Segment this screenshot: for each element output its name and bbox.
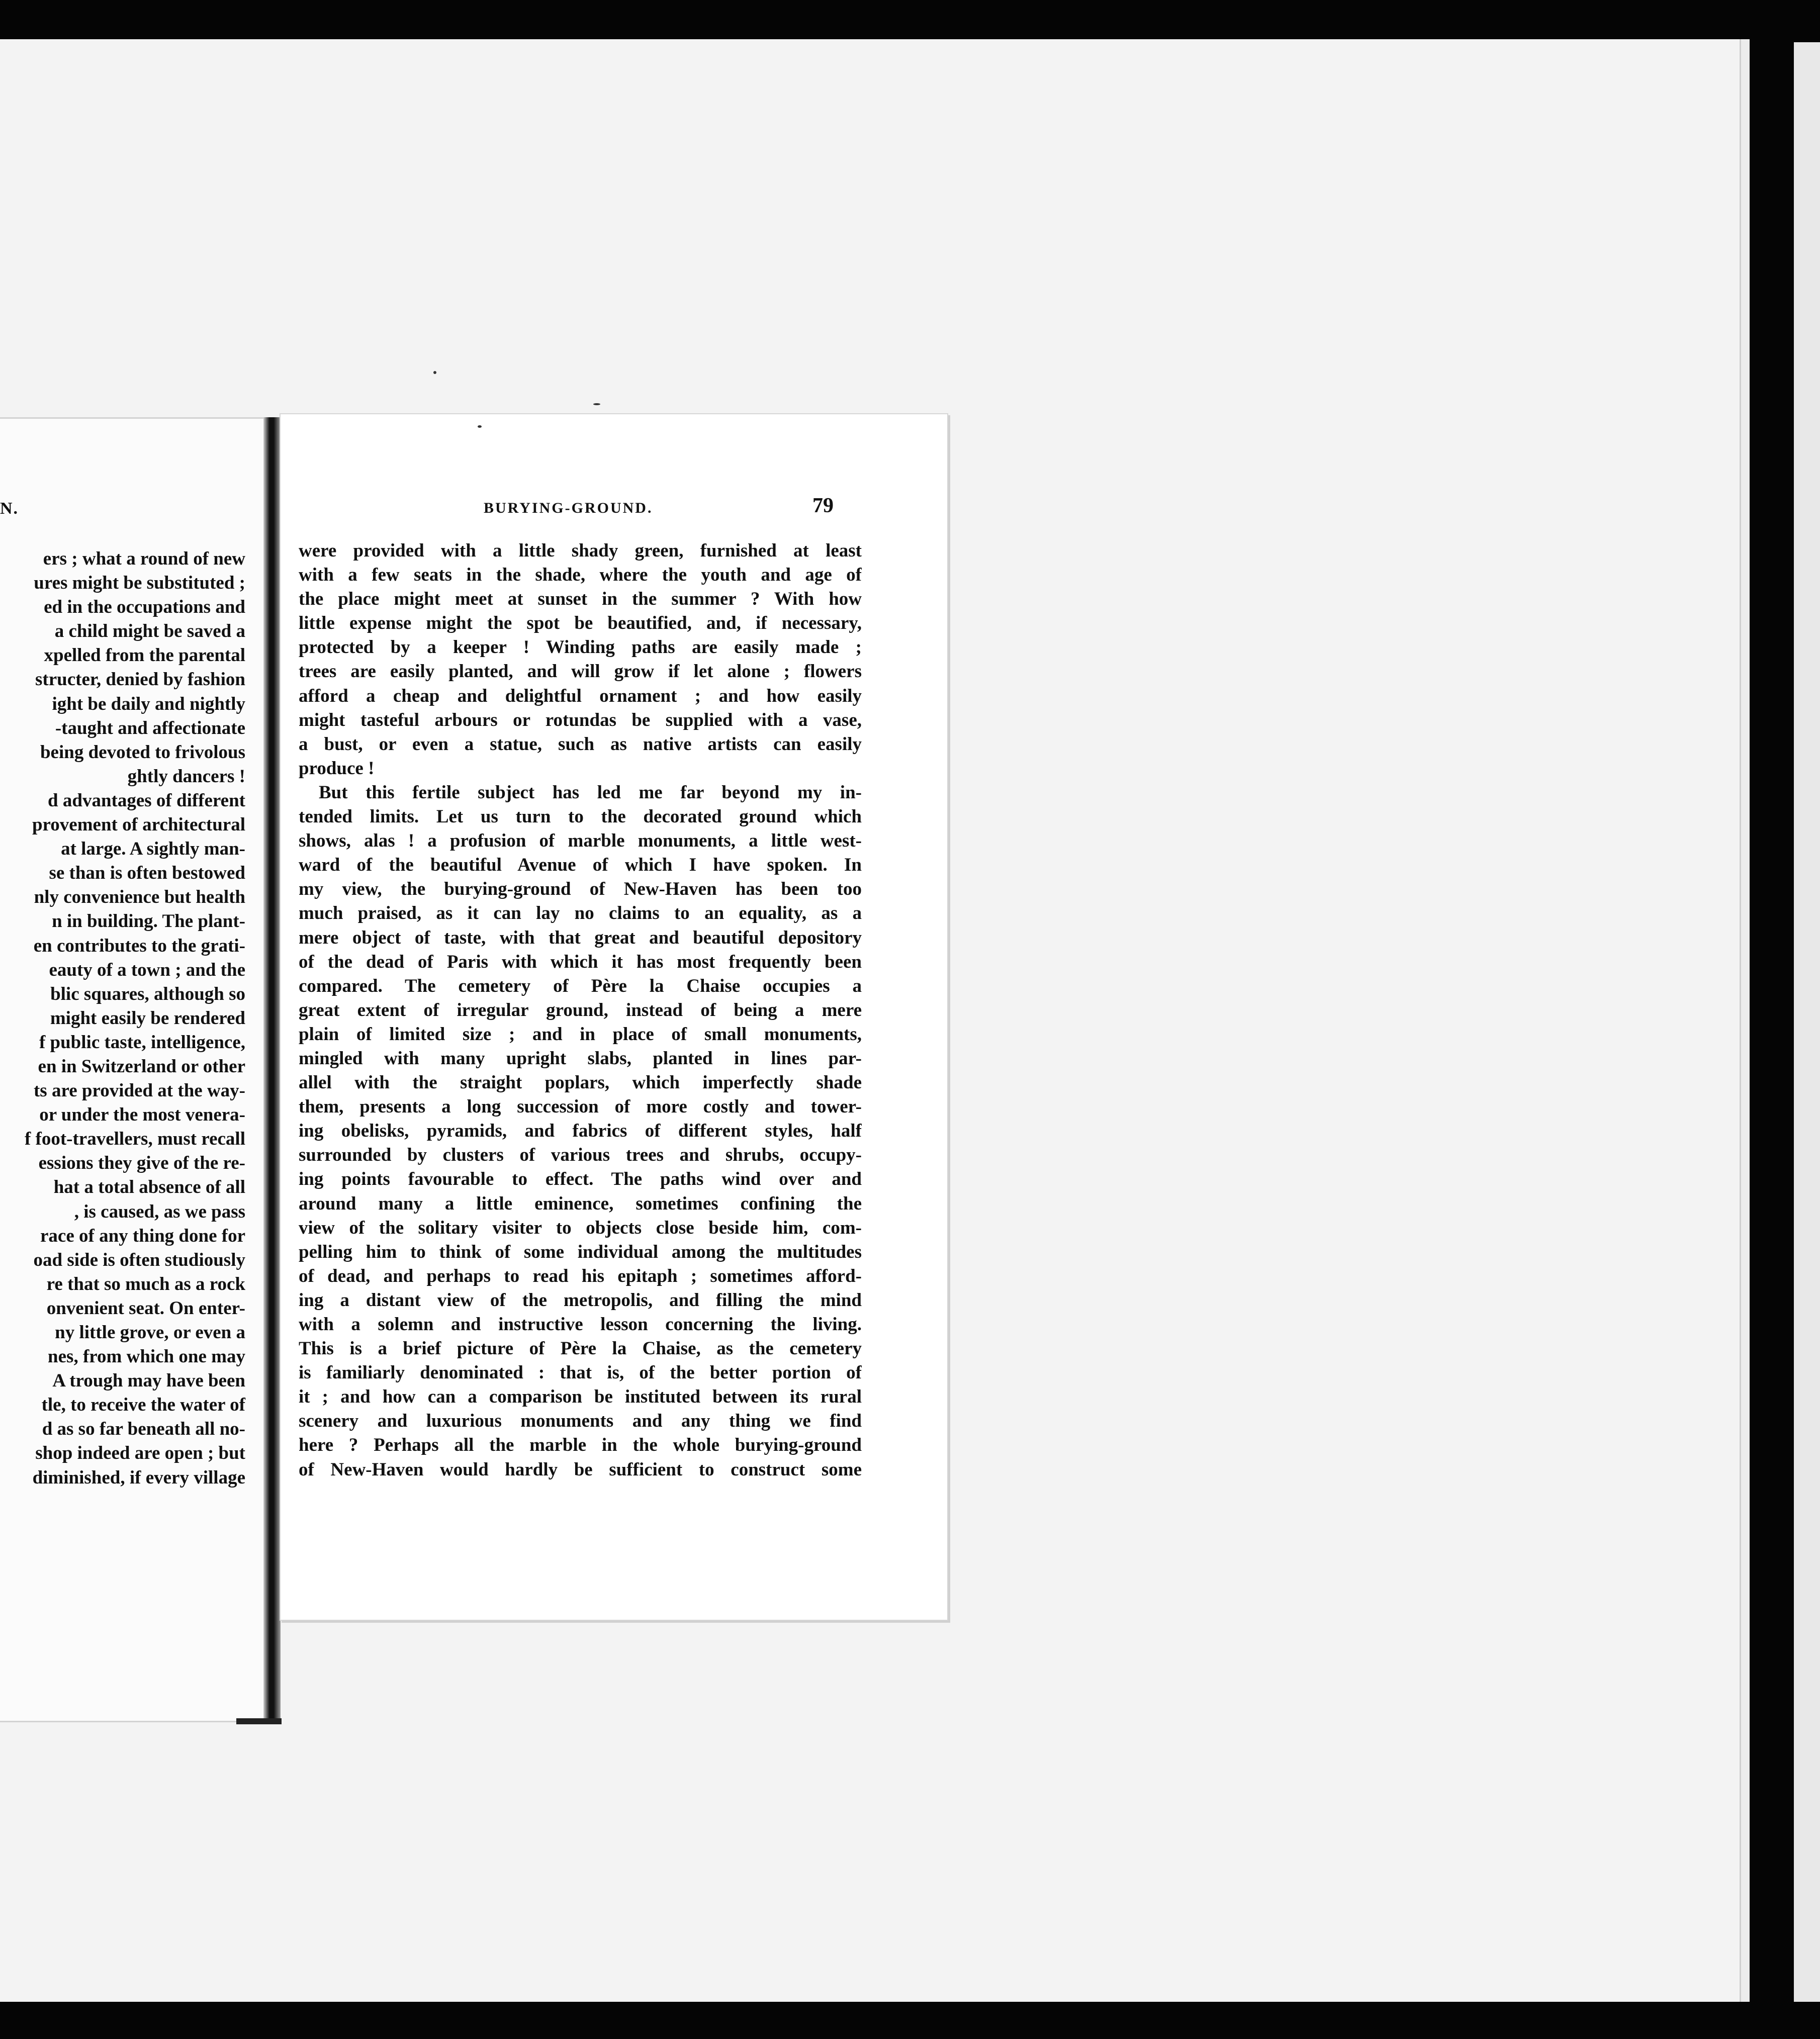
left-text-line: ny little grove, or even a <box>55 1322 245 1343</box>
text-line: mingled with many upright slabs, planted in lines par- <box>299 1048 862 1069</box>
left-text-line: re that so much as a rock <box>46 1273 245 1294</box>
text-line: were provided with a little shady green, furnished at least <box>299 540 862 561</box>
left-text-line: en contributes to the grati- <box>33 935 245 956</box>
text-line: view of the solitary visiter to objects close beside him, com- <box>299 1217 862 1238</box>
text-line: mere object of taste, with that great and beautiful depository <box>299 927 862 948</box>
text-line: with a few seats in the shade, where the youth and age of <box>299 565 862 586</box>
text-line: ing obelisks, pyramids, and fabrics of different styles, half <box>299 1121 862 1142</box>
text-line: here ? Perhaps all the marble in the whole burying-ground <box>299 1435 862 1456</box>
scan-border-top <box>0 0 1820 39</box>
left-text-line: eauty of a town ; and the <box>49 959 245 980</box>
text-line: a bust, or even a statue, such as native artists can easily <box>299 733 862 755</box>
text-line: great extent of irregular ground, instead of being a mere <box>299 999 862 1021</box>
text-line: ing a distant view of the metropolis, and filling the mind <box>299 1289 862 1311</box>
text-line: produce ! <box>299 758 375 779</box>
left-text-line: ight be daily and nightly <box>52 693 245 714</box>
left-text-line: oad side is often studiously <box>33 1249 245 1270</box>
text-line: surrounded by clusters of various trees and shrubs, occupy- <box>299 1145 862 1166</box>
left-text-line: ed in the occupations and <box>44 597 245 618</box>
text-line: ward of the beautiful Avenue of which I have spoken. In <box>299 855 862 876</box>
text-line: trees are easily planted, and will grow if let alone ; flowers <box>299 661 862 682</box>
text-line: allel with the straight poplars, which imperfectly shade <box>299 1072 862 1093</box>
scan-speck <box>593 403 600 405</box>
left-text-line: onvenient seat. On enter- <box>46 1297 245 1319</box>
text-line: with a solemn and instructive lesson concerning the living. <box>299 1314 862 1335</box>
left-text-line: might easily be rendered <box>50 1007 245 1029</box>
text-line: scenery and luxurious monuments and any thing we find <box>299 1411 862 1432</box>
left-page <box>0 417 271 1722</box>
left-text-line: d advantages of different <box>48 790 245 811</box>
text-line: them, presents a long succession of more costly and tower- <box>299 1096 862 1118</box>
text-line: But this fertile subject has led me far beyond my in- <box>319 782 862 803</box>
book-gutter <box>263 417 281 1723</box>
left-text-line: d as so far beneath all no- <box>42 1419 245 1440</box>
left-text-line: or under the most venera- <box>39 1104 245 1126</box>
left-text-line: nes, from which one may <box>48 1346 245 1367</box>
text-line: my view, the burying-ground of New-Haven has been too <box>299 879 862 900</box>
text-line: tended limits. Let us turn to the decorated ground which <box>299 806 862 827</box>
scan-speck <box>478 425 482 428</box>
left-text-line: race of any thing done for <box>40 1225 245 1246</box>
page-number: 79 <box>812 494 834 517</box>
left-text-line: a child might be saved a <box>54 621 245 642</box>
left-text-line: n in building. The plant- <box>52 911 245 932</box>
left-text-line: hat a total absence of all <box>53 1177 245 1198</box>
left-text-line: f foot-travellers, must recall <box>24 1129 245 1150</box>
left-text-line: xpelled from the parental <box>44 645 245 666</box>
text-line: little expense might the spot be beautified, and, if necessary, <box>299 613 862 634</box>
text-line: much praised, as it can lay no claims to an equality, as a <box>299 903 862 924</box>
left-page-text <box>25 547 245 1490</box>
left-text-line: ts are provided at the way- <box>33 1080 245 1101</box>
left-text-line: essions they give of the re- <box>38 1153 245 1174</box>
left-text-line: se than is often bestowed <box>49 863 245 884</box>
text-line: pelling him to think of some individual among the multitudes <box>299 1241 862 1262</box>
left-text-line: provement of architectural <box>32 814 245 836</box>
left-text-line: structer, denied by fashion <box>35 669 245 690</box>
right-page-text <box>299 539 862 1482</box>
left-text-line: ers ; what a round of new <box>43 548 245 569</box>
left-text-line: diminished, if every village <box>32 1467 245 1488</box>
text-line: ing points favourable to effect. The paths wind over and <box>299 1169 862 1190</box>
text-line: protected by a keeper ! Winding paths are easily made ; <box>299 637 862 658</box>
gutter-foot <box>236 1718 282 1724</box>
running-head: BURYING-GROUND. <box>484 500 653 516</box>
left-text-line: A trough may have been <box>52 1370 245 1392</box>
left-text-line: ghtly dancers ! <box>127 766 245 787</box>
text-line: might tasteful arbours or rotundas be supplied with a vase, <box>299 709 862 730</box>
text-line: around many a little eminence, sometimes confining the <box>299 1193 862 1214</box>
text-line: This is a brief picture of Père la Chaise, as the cemetery <box>299 1338 862 1359</box>
left-text-line: shop indeed are open ; but <box>35 1443 245 1464</box>
text-line: plain of limited size ; and in place of small monuments, <box>299 1024 862 1045</box>
adjacent-sheet-edge <box>1794 42 1820 2003</box>
text-line: shows, alas ! a profusion of marble monuments, a little west- <box>299 830 862 852</box>
left-running-head: N. <box>0 499 19 518</box>
text-line: afford a cheap and delightful ornament ; and how easily <box>299 685 862 706</box>
text-line: it ; and how can a comparison be instituted between its rural <box>299 1386 862 1408</box>
scan-speck <box>433 371 436 374</box>
text-line: is familiarly denominated : that is, of the better portion of <box>299 1362 862 1383</box>
left-text-line: en in Switzerland or other <box>38 1056 245 1077</box>
text-line: of dead, and perhaps to read his epitaph ; sometimes afford- <box>299 1265 862 1286</box>
right-page <box>280 413 948 1621</box>
scan-border-bottom <box>0 2002 1820 2039</box>
text-line: the place might meet at sunset in the summer ? With how <box>299 589 862 610</box>
left-text-line: f public taste, intelligence, <box>39 1032 245 1053</box>
left-text-line: nly convenience but health <box>34 887 245 908</box>
left-text-line: tle, to receive the water of <box>41 1395 245 1416</box>
text-line: of New-Haven would hardly be sufficient to construct some <box>299 1459 862 1480</box>
left-text-line: , is caused, as we pass <box>74 1201 245 1222</box>
left-text-line: -taught and affectionate <box>55 717 245 738</box>
text-line: of the dead of Paris with which it has most frequently been <box>299 951 862 972</box>
left-text-line: blic squares, although so <box>50 983 245 1004</box>
left-text-line: at large. A sightly man- <box>61 839 245 860</box>
left-text-line: ures might be substituted ; <box>34 573 245 594</box>
left-text-line: being devoted to frivolous <box>40 742 245 763</box>
text-line: compared. The cemetery of Père la Chaise occupies a <box>299 975 862 996</box>
